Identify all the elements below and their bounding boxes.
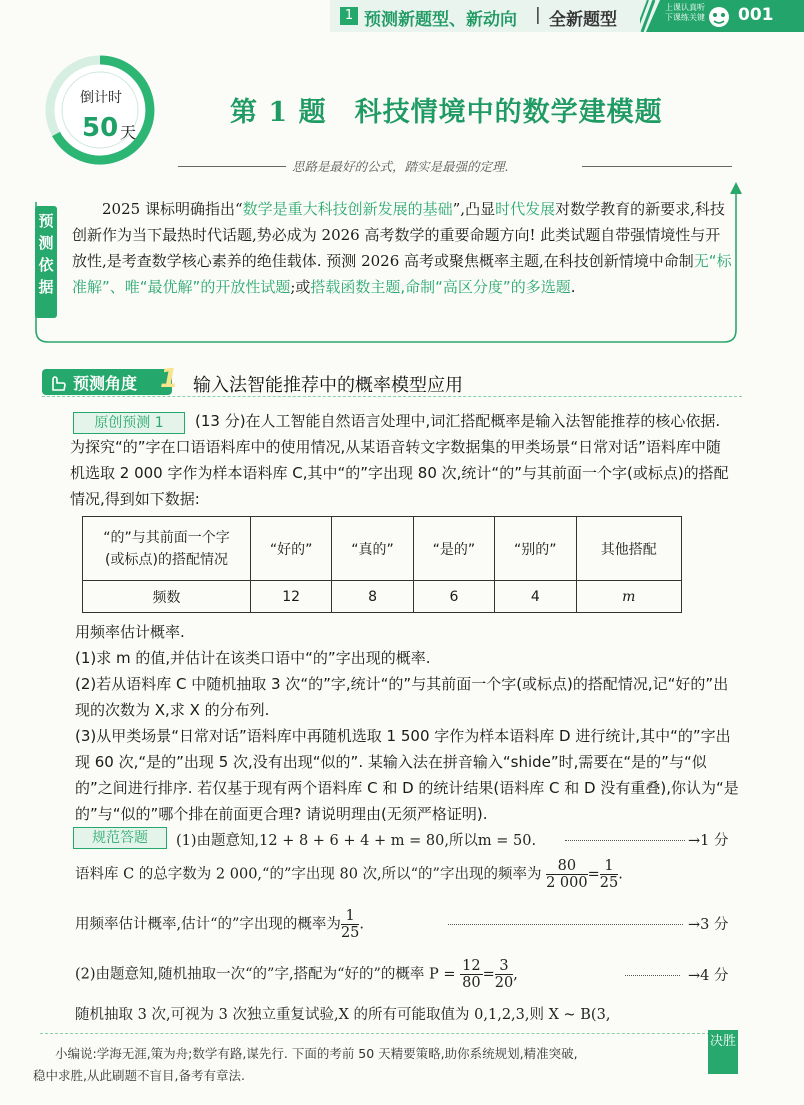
table-header-cell: “的”与其前面一个字 (或标点)的搭配情况 [83, 517, 251, 581]
countdown-unit: 天 [120, 123, 137, 142]
score-marker: →1 分 [688, 833, 729, 849]
fraction: $\frac{3}{20}$ [494, 958, 514, 991]
table-column-header: 其他搭配 [576, 517, 682, 581]
problem-statement: (13 分)在人工智能自然语言处理中,词汇搭配概率是输入法智能推荐的核心依据. 为探究“的”字在口语语料库中的使用情况,从某语音转文字数据集的甲类场景“日常对话”语料库中随机选取 2 000 字作为样本语料库 C,其中“的”字出现 80 次,统计“的”与其前面一个字(或标点)的搭配情况,得到如下数据: [70, 412, 729, 508]
collocation-table [82, 516, 682, 613]
dotted-leader [565, 840, 685, 841]
page-number: 001 [738, 5, 774, 25]
table-cell: m [576, 581, 682, 613]
table-cell: 8 [332, 581, 413, 613]
angle-underline [42, 396, 742, 397]
dotted-leader [625, 975, 680, 976]
motto-divider-left [178, 166, 286, 167]
table-row-label: 频数 [83, 581, 251, 613]
countdown-number: 50 [82, 113, 119, 143]
basis-text-4: ;或 [290, 278, 311, 296]
question-intro: 用频率估计概率. [75, 623, 185, 641]
basis-highlight-1: 数学是重大科技创新发展的基础 [242, 200, 453, 218]
table-cell: 4 [495, 581, 576, 613]
score-marker: →4 分 [688, 968, 729, 984]
basis-paragraph [72, 196, 732, 300]
section-number-badge: 1 [340, 7, 358, 25]
angle-title: 输入法智能推荐中的概率模型应用 [193, 375, 463, 396]
motto-divider-right [582, 166, 732, 167]
header-separator: | [535, 5, 541, 25]
basis-tag: 预测依据 [35, 206, 57, 318]
section-title: 预测新题型、新动向 [364, 10, 517, 30]
table-column-header: “别的” [495, 517, 576, 581]
basis-highlight-3: 无“标准解”、唯“最优解”的开放性试题 [72, 252, 732, 296]
basis-highlight-4: 搭载函数主题,命制“高区分度”的多选题 [310, 278, 571, 296]
editor-note: 小编说:学海无涯,策为舟;数学有路,谋先行. 下面的考前 50 天精要策略,助你系统规划,精准突破, 稳中求胜,从此刷题不盲目,备考有章法. [33, 1046, 578, 1083]
answer-line-3: 用频率估计概率,估计“的”字出现的概率为 $\frac{1}{25}$ . [75, 908, 364, 941]
fraction: $\frac{80}{2 000}$ [546, 858, 588, 891]
original-problem-tag: 原创预测 1 [73, 412, 185, 434]
page-title: 第 1 题 科技情境中的数学建模题 [230, 97, 663, 128]
motto: 思路是最好的公式，踏实是最强的定理. [292, 159, 509, 174]
question-3: (3)从甲类场景“日常对话”语料库中再随机选取 1 500 字作为样本语料库 D 进行统计,其中“的”字出现 60 次,“是的”出现 5 次,没有出现“似的”. 某输入法在拼音输入“shide”时,需要在“是的”与“似的”之间进行排序. 若仅基于现有两个语料库 C 和 D 的统计结果(语料库 C 和 D 没有重叠),你认为“是的”与“似的”哪个排在前面更合理? 请说明理由(无须严格证明). [75, 727, 739, 823]
basis-text-5: . [570, 278, 576, 296]
table-cell: 12 [251, 581, 332, 613]
table-column-header: “好的” [251, 517, 332, 581]
mascot-icon [705, 2, 733, 30]
angle-label: 预测角度 [73, 374, 138, 393]
fraction: $\frac{12}{80}$ [462, 958, 481, 991]
basis-highlight-2: 时代发展 [495, 200, 556, 218]
corner-tab: 决胜 [708, 1030, 738, 1074]
countdown-ring [38, 48, 162, 172]
answer-line-2: 语料库 C 的总字数为 2 000,“的”字出现 80 次,所以“的”字出现的频率为 $\frac{80}{2 000}$ = $\frac{1}{25}$ . [75, 858, 623, 891]
footer-divider [40, 1033, 710, 1034]
countdown-label: 倒计时 [80, 90, 122, 106]
basis-text-3: 对数学教育的新要求,科技创新作为当下最热时代话题,势必成为 2026 高考数学的重要命题方向! 此类试题自带强情境性与开放性,是考查数学核心素养的绝佳载体. 预测 2026 高考或聚焦概率主题,在科技创新情境中命制 [72, 200, 725, 270]
question-1: (1)求 m 的值,并估计在该类口语中“的”字出现的概率. [75, 649, 431, 667]
fraction: $\frac{1}{25}$ [599, 858, 619, 891]
dotted-leader [448, 924, 683, 925]
hand-pointer-icon [46, 372, 68, 392]
table-cell: 6 [413, 581, 494, 613]
table-column-header: “真的” [332, 517, 413, 581]
answer-tag: 规范答题 [73, 827, 167, 849]
basis-text-1: 2025 课标明确指出“ [102, 200, 243, 218]
answer-line-5: 随机抽取 3 次,可视为 3 次独立重复试验,X 的所有可能取值为 0,1,2,3,则 X ~ B(3, [75, 1007, 611, 1023]
header-slogan: 上课认真听 下课练关键 [665, 3, 705, 22]
angle-number: 1 [160, 364, 179, 394]
question-2: (2)若从语料库 C 中随机抽取 3 次“的”字,统计“的”与其前面一个字(或标点)的搭配情况,记“好的”出现的次数为 X,求 X 的分布列. [75, 675, 729, 719]
answer-line-4: (2)由题意知,随机抽取一次“的”字,搭配为“好的”的概率 P = $\frac{12}{80}$ = $\frac{3}{20}$ , [75, 958, 518, 991]
score-marker: →3 分 [688, 917, 729, 933]
basis-text-2: ”,凸显 [452, 200, 496, 218]
fraction: $\frac{1}{25}$ [340, 908, 360, 941]
table-column-header: “是的” [413, 517, 494, 581]
answer-line-1: (1)由题意知,12 + 8 + 6 + 4 + m = 80,所以m = 50. [176, 833, 537, 849]
section-subtitle: 全新题型 [549, 10, 617, 30]
